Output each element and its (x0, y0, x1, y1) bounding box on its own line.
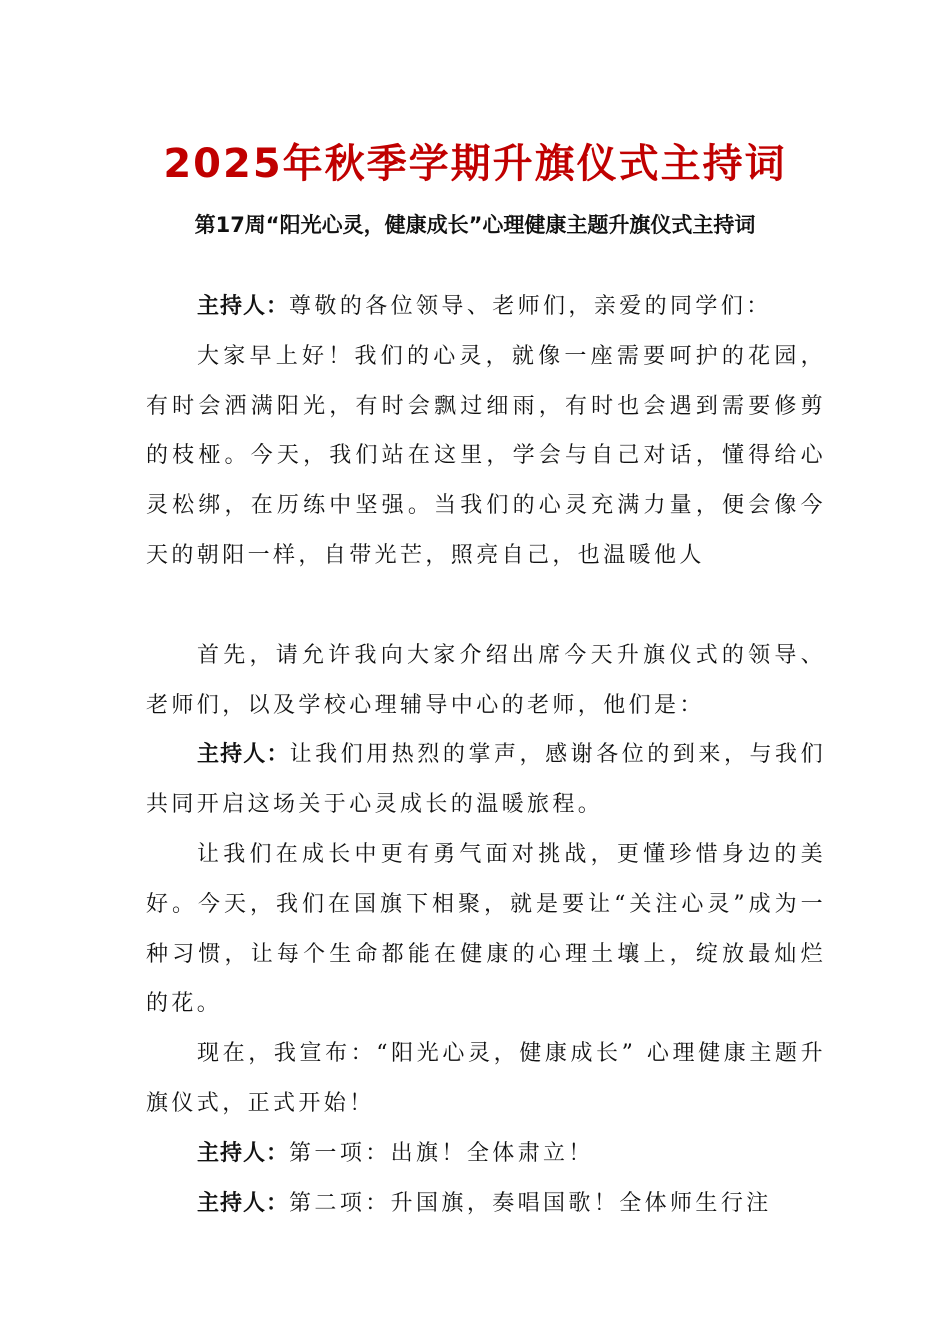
speaker-label: 主持人： (197, 742, 290, 768)
speaker-label: 主持人： (197, 1140, 290, 1166)
document-body (146, 282, 826, 1228)
paragraph-text: 现在，我宣布：“阳光心灵，健康成长” 心理健康主题升旗仪式，正式开始！ (146, 1041, 826, 1116)
paragraph-growth (146, 830, 826, 1029)
paragraph-step-one (146, 1129, 826, 1179)
paragraph-text: 让我们用热烈的掌声，感谢各位的到来，与我们共同开启这场关于心灵成长的温暖旅程。 (146, 742, 826, 818)
paragraph-text: 让我们在成长中更有勇气面对挑战，更懂珍惜身边的美好。今天，我们在国旗下相聚，就是要让“关注心灵”成为一种习惯，让每个生命都能在健康的心理土壤上，绽放最灿烂的花。 (146, 841, 826, 1017)
paragraph-announcement (146, 1029, 826, 1129)
paragraph-text: 第一项：出旗！全体肃立！ (289, 1140, 594, 1166)
document-subtitle: 第17周“阳光心灵，健康成长”心理健康主题升旗仪式主持词 (194, 213, 756, 237)
paragraph-applause (146, 730, 826, 830)
paragraph-step-two (146, 1179, 826, 1229)
speaker-label: 主持人： (197, 1190, 290, 1216)
document-title: 2025年秋季学期升旗仪式主持词 (163, 141, 787, 187)
speaker-label: 主持人： (197, 294, 290, 319)
paragraph-text: 大家早上好！我们的心灵，就像一座需要呵护的花园，有时会洒满阳光，有时会飘过细雨，有时也会遇到需要修剪的枝桠。今天，我们站在这里，学会与自己对话，懂得给心灵松绑，在历练中坚强。当我们的心灵充满力量，便会像今天的朝阳一样，自带光芒，照亮自己，也温暖他人 (146, 343, 826, 568)
paragraph-opening-address (146, 282, 826, 332)
paragraph-introduce-guests (146, 631, 826, 731)
paragraph-text: 第二项：升国旗，奏唱国歌！全体师生行注 (289, 1190, 772, 1216)
paragraph-greeting (146, 332, 826, 581)
paragraph-text: 尊敬的各位领导、老师们，亲爱的同学们： (289, 294, 772, 319)
paragraph-text: 首先，请允许我向大家介绍出席今天升旗仪式的领导、老师们，以及学校心理辅导中心的老师，他们是： (146, 642, 826, 718)
